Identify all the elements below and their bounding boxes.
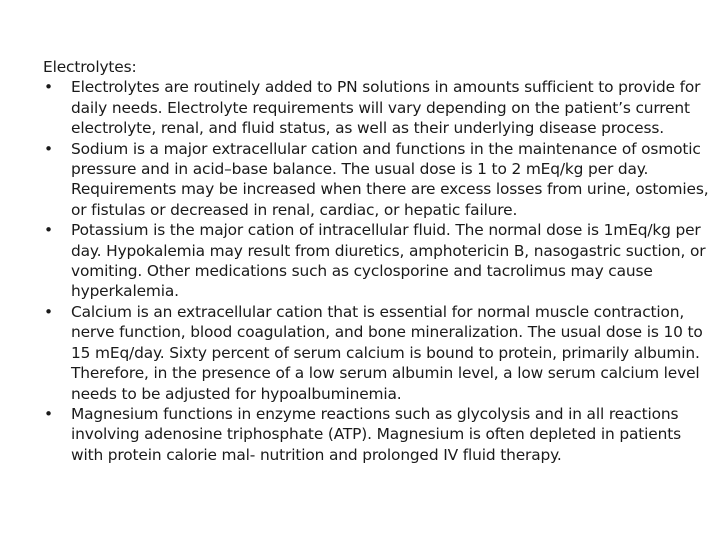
bullet-glyph: •: [44, 221, 53, 240]
bullet-item-sodium: [43, 139, 715, 221]
bullet-glyph: •: [44, 78, 53, 97]
bullet-text: Calcium is an extracellular cation that is essential for normal muscle contraction, nerve function, blood coagulation, and bone mineralization. The usual dose is 10 to 15 mEq/day. Sixty percent of serum calcium is bound to protein, primarily albumin. Therefore, in the presence of a low serum albumin level, a low serum calcium level needs to be adjusted for hypoalbuminemia.: [71, 302, 703, 403]
bullet-item-potassium: [43, 220, 715, 302]
bullet-item-magnesium: [43, 404, 715, 465]
bullet-text: Electrolytes are routinely added to PN solutions in amounts sufficient to provide for daily needs. Electrolyte requirements will vary depending on the patient’s current electrolyte, renal, and fluid status, as well as their underlying disease process.: [71, 78, 701, 138]
bullet-item-calcium: [43, 302, 715, 404]
section-heading: Electrolytes:: [43, 58, 137, 76]
bullet-text: Magnesium functions in enzyme reactions such as glycolysis and in all reactions involving adenosine triphosphate (ATP). Magnesium is often depleted in patients with protein calorie mal- nutrition and prolonged IV fluid therapy.: [71, 404, 681, 464]
bullet-text: Sodium is a major extracellular cation and functions in the maintenance of osmotic pressure and in acid–base balance. The usual dose is 1 to 2 mEq/kg per day. Requirements may be increased when there are excess losses from urine, ostomies, or fistulas or decreased in renal, cardiac, or hepatic failure.: [71, 139, 709, 219]
bullet-list: [43, 77, 715, 465]
bullet-text: Potassium is the major cation of intracellular fluid. The normal dose is 1mEq/kg per day. Hypokalemia may result from diuretics, amphotericin B, nasogastric suction, or vomiting. Other medications such as cyclosporine and tacrolimus may cause hyperkalemia.: [71, 221, 706, 301]
bullet-glyph: •: [44, 139, 53, 158]
bullet-glyph: •: [44, 404, 53, 423]
slide-body: [43, 57, 715, 465]
bullet-item-electrolytes: [43, 77, 715, 138]
bullet-glyph: •: [44, 302, 53, 321]
